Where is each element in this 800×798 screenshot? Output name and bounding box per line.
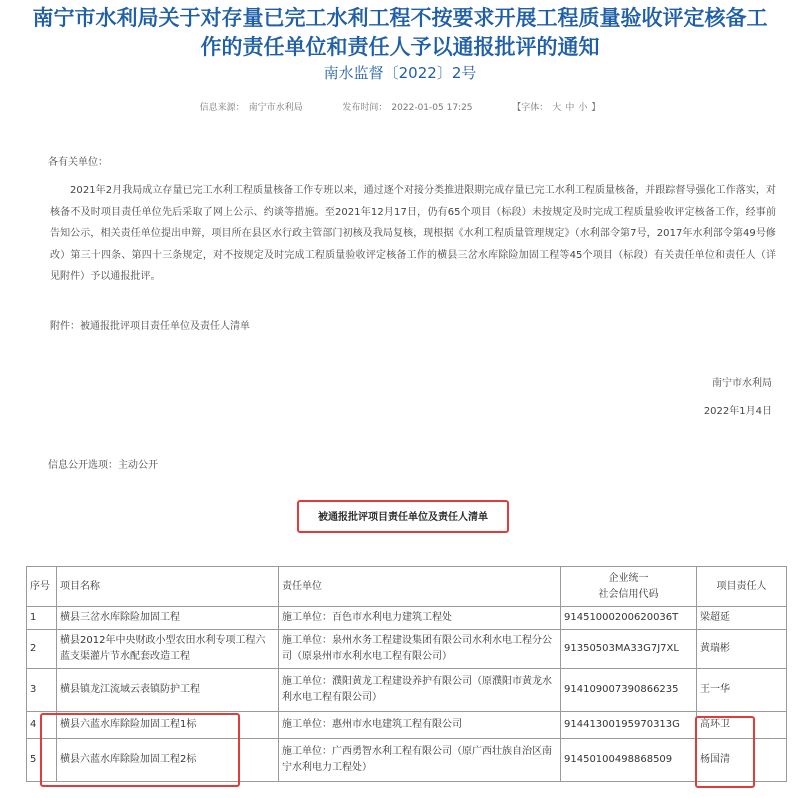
table-row — [27, 607, 787, 630]
list-title: 被通报批评项目责任单位及责任人清单 — [318, 512, 488, 523]
header-credit-code — [561, 567, 697, 607]
project-name-highlight-box — [40, 713, 240, 787]
row-credit-code: 914109007390866235 — [561, 669, 697, 712]
disclosure-option: 信息公开选项：主动公开 — [48, 460, 158, 471]
row-unit: 施工单位：泉州水务工程建设集团有限公司水利水电工程分公司（原泉州市水利水电工程有限公司） — [279, 630, 561, 669]
source-label: 信息来源： — [199, 103, 245, 113]
row-project: 横县六蓝水库除险加固工程1标 — [57, 712, 279, 739]
document-number: 南水监督〔2022〕2号 — [323, 64, 477, 82]
signature-organization: 南宁市水利局 — [712, 378, 772, 389]
row-seq: 1 — [27, 607, 57, 630]
time-label: 发布时间： — [342, 103, 388, 113]
row-person: 黄瑞彬 — [697, 630, 787, 669]
article-meta — [0, 102, 800, 114]
row-person: 杨国清 — [697, 739, 787, 782]
row-credit-code: 91441300195970313G — [561, 712, 697, 739]
header-project: 项目名称 — [57, 567, 279, 607]
row-unit: 施工单位：百色市水利电力建筑工程处 — [279, 607, 561, 630]
font-size-medium-link[interactable]: 中 — [565, 103, 575, 113]
row-person: 王一华 — [697, 669, 787, 712]
header-credit-code-line1: 企业统一 — [608, 572, 649, 584]
row-unit: 施工单位：广西勇智水利工程有限公司（原广西壮族自治区南宁水利电力工程处） — [279, 739, 561, 782]
signature-date: 2022年1月4日 — [703, 406, 772, 417]
font-size-small-link[interactable]: 小 — [578, 103, 588, 113]
table-row — [27, 630, 787, 669]
font-size-label: 【字体： — [512, 103, 549, 113]
source-value: 南宁市水利局 — [248, 103, 303, 113]
body-paragraph: 2021年2月我局成立存量已完工水利工程质量核备工作专班以来，通过逐个对接分类推进限期完成存量已完工水利工程质量核备，并跟踪督导强化工作落实，对核备不及时项目责任单位先后采取了网上公示、约谈等措施。至2021年12月17日，仍有65个项目（标段）未按规定及时完成工程质量验收评定核备工作，经事前告知公示，相关责任单位提出申辩，项目所在县区水行政主管部门初核及我局复核，现根据《水利工程质量管理规定》（水利部令第7号，2017年水利部令第49号修改）第三十四条、第四十三条规定，对不按规定及时完成工程质量验收评定核备工作的横县三岔水库除险加固工程等45个项目（标段）有关责任单位和责任人（详见附件）予以通报批评。 — [50, 185, 776, 282]
row-unit: 施工单位：惠州市水电建筑工程有限公司 — [279, 712, 561, 739]
row-seq: 2 — [27, 630, 57, 669]
header-person: 项目责任人 — [697, 567, 787, 607]
row-seq: 4 — [27, 712, 57, 739]
page-title: 南宁市水利局关于对存量已完工水利工程不按要求开展工程质量验收评定核备工作的责任单位和责任人予以通报批评的通知 — [32, 6, 768, 59]
row-project: 横县三岔水库除险加固工程 — [57, 607, 279, 630]
row-project: 横县六蓝水库除险加固工程2标 — [57, 739, 279, 782]
row-person: 梁超延 — [697, 607, 787, 630]
salutation: 各有关单位： — [48, 157, 108, 168]
row-unit: 施工单位：濮阳黄龙工程建设养护有限公司（原濮阳市黄龙水利水电工程有限公司） — [279, 669, 561, 712]
row-person: 高环卫 — [697, 712, 787, 739]
responsible-person-highlight-box — [695, 716, 755, 788]
row-seq: 5 — [27, 739, 57, 782]
row-project: 横县2012年中央财政小型农田水利专项工程六蓝支渠灌片节水配套改造工程 — [57, 630, 279, 669]
time-value: 2022-01-05 17:25 — [391, 103, 473, 113]
attachment-note: 附件：被通报批评项目责任单位及责任人清单 — [50, 321, 250, 332]
header-credit-code-line2: 社会信用代码 — [598, 588, 659, 600]
font-size-large-link[interactable]: 大 — [552, 103, 562, 113]
font-size-close: 】 — [591, 103, 601, 113]
row-project: 横县镇龙江流域云表镇防护工程 — [57, 669, 279, 712]
table-header-row — [27, 567, 787, 607]
header-seq: 序号 — [27, 567, 57, 607]
row-seq: 3 — [27, 669, 57, 712]
row-credit-code: 91350503MA33G7J7XL — [561, 630, 697, 669]
row-credit-code: 91450100498868509 — [561, 739, 697, 782]
header-unit: 责任单位 — [279, 567, 561, 607]
row-credit-code: 9145100020062003​6T — [561, 607, 697, 630]
table-row — [27, 669, 787, 712]
